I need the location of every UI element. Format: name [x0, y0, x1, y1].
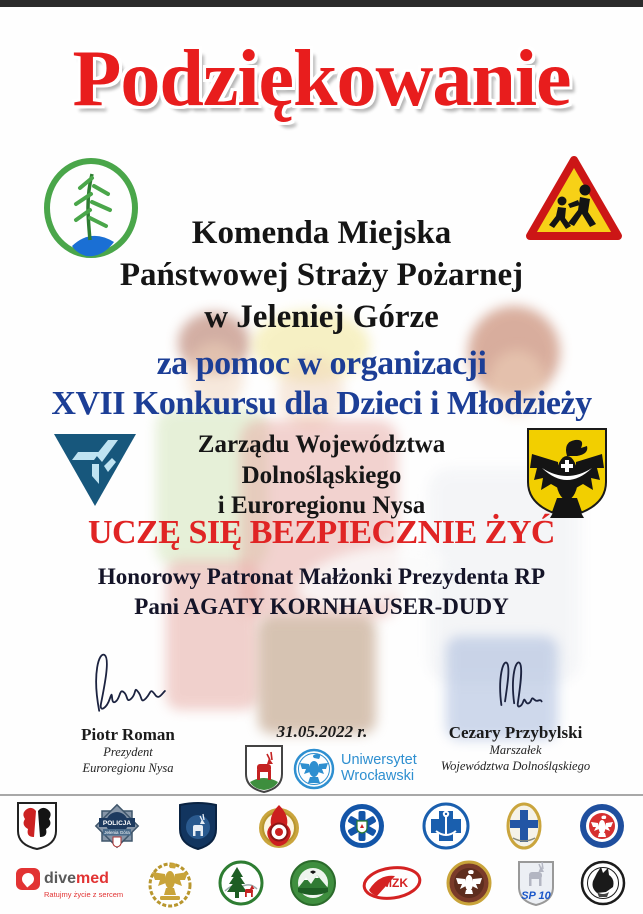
recipient-line-2: Państwowej Straży Pożarnej [119, 257, 524, 294]
university-logo [293, 748, 417, 790]
sp10-crest-icon [516, 859, 556, 907]
center-logos [244, 744, 417, 794]
patronage-block [0, 562, 643, 622]
divemed-wordmark [44, 870, 109, 888]
svg-text:POLICJA: POLICJA [102, 820, 131, 827]
mzk-logo-icon [361, 864, 423, 902]
slogan-text: UCZĘ SIĘ BEZPIECZNIE ŻYĆ [88, 514, 555, 551]
reason-line-1: za pomoc w organizacji [156, 345, 487, 382]
recipient-line-1: Komenda Miejska [191, 215, 452, 251]
karkonoski-park-narodowy-badge-icon [288, 858, 338, 908]
panstwowa-straz-pozarna-badge-icon [254, 801, 304, 851]
divemed-word-med: med [76, 869, 109, 887]
divemed-logo [16, 868, 123, 899]
klub-owczarka-niemieckiego-badge-icon [579, 859, 627, 907]
organizers-line-3: i Euroregionu Nysa [217, 492, 426, 519]
pogotowie-ratunkowe-badge-icon [337, 801, 387, 851]
university-name-line2: Wrocławski [341, 768, 415, 784]
signer-role-left-2: Euroregionu Nysa [82, 760, 174, 775]
organizers-line-1: Zarządu Województwa [197, 431, 446, 458]
signer-role-left-1: Prezydent [103, 745, 153, 759]
signer-role-right-2: Województwa Dolnośląskiego [440, 758, 591, 773]
policja-jelenia-gora-badge-icon [92, 801, 142, 851]
divemed-word-dive: dive [44, 869, 77, 887]
university-wroclaw-seal-icon [293, 748, 335, 790]
signature-block-left [28, 646, 228, 776]
lower-silesia-coat-of-arms-icon [524, 426, 610, 520]
svg-text:MZK: MZK [381, 876, 408, 890]
signer-role-right-1: Marszałek [489, 743, 542, 757]
certificate-title: Podziękowanie [72, 35, 571, 123]
signature-scribble-left [68, 646, 188, 718]
divemed-icon [16, 868, 40, 890]
signature-block-right [408, 652, 623, 774]
liga-obrony-kraju-badge-icon [146, 858, 194, 908]
signer-name-right: Cezary Przybylski [448, 723, 583, 742]
reason-block [0, 344, 643, 424]
powiat-jeleniogorski-crest-icon [16, 801, 58, 851]
reason-line-2: XVII Konkursu dla Dzieci i Młodzieży [51, 385, 592, 423]
jelenia-gora-deer-crest-icon [244, 744, 284, 794]
university-name [341, 753, 417, 785]
svg-text:SP 10: SP 10 [521, 890, 551, 902]
signature-scribble-right [466, 652, 566, 716]
footer-divider [0, 794, 643, 796]
divemed-tagline: Ratujmy życie z sercem [44, 889, 124, 899]
inspekcja-sanitarna-badge-icon [577, 801, 627, 851]
university-name-line1: Uniwersytet [341, 752, 417, 769]
certificate-date: 31.05.2022 r. [276, 722, 368, 741]
gopr-badge-icon [505, 802, 543, 850]
patronage-line-1: Honorowy Patronat Małżonki Prezydenta RP [97, 564, 546, 589]
recipient-line-3: w Jeleniej Górze [204, 299, 439, 336]
partner-logos-row-1 [16, 800, 627, 852]
lowiecki-eagle-badge-icon [445, 859, 493, 907]
divemed-lockup [16, 868, 109, 890]
straz-miejska-badge-icon [176, 801, 220, 851]
recipient-block [0, 212, 643, 339]
wopr-badge-icon [421, 801, 471, 851]
scan-edge-artifact [0, 0, 643, 7]
nadlesnictwo-badge-icon [217, 859, 265, 907]
signer-name-left: Piotr Roman [81, 725, 175, 744]
patronage-line-2: Pani AGATY KORNHAUSER-DUDY [134, 593, 509, 619]
svg-text:Jelenia Góra: Jelenia Góra [104, 830, 130, 835]
partner-logos-row-2 [16, 857, 627, 909]
organizers-line-2: Dolnośląskiego [241, 461, 402, 489]
